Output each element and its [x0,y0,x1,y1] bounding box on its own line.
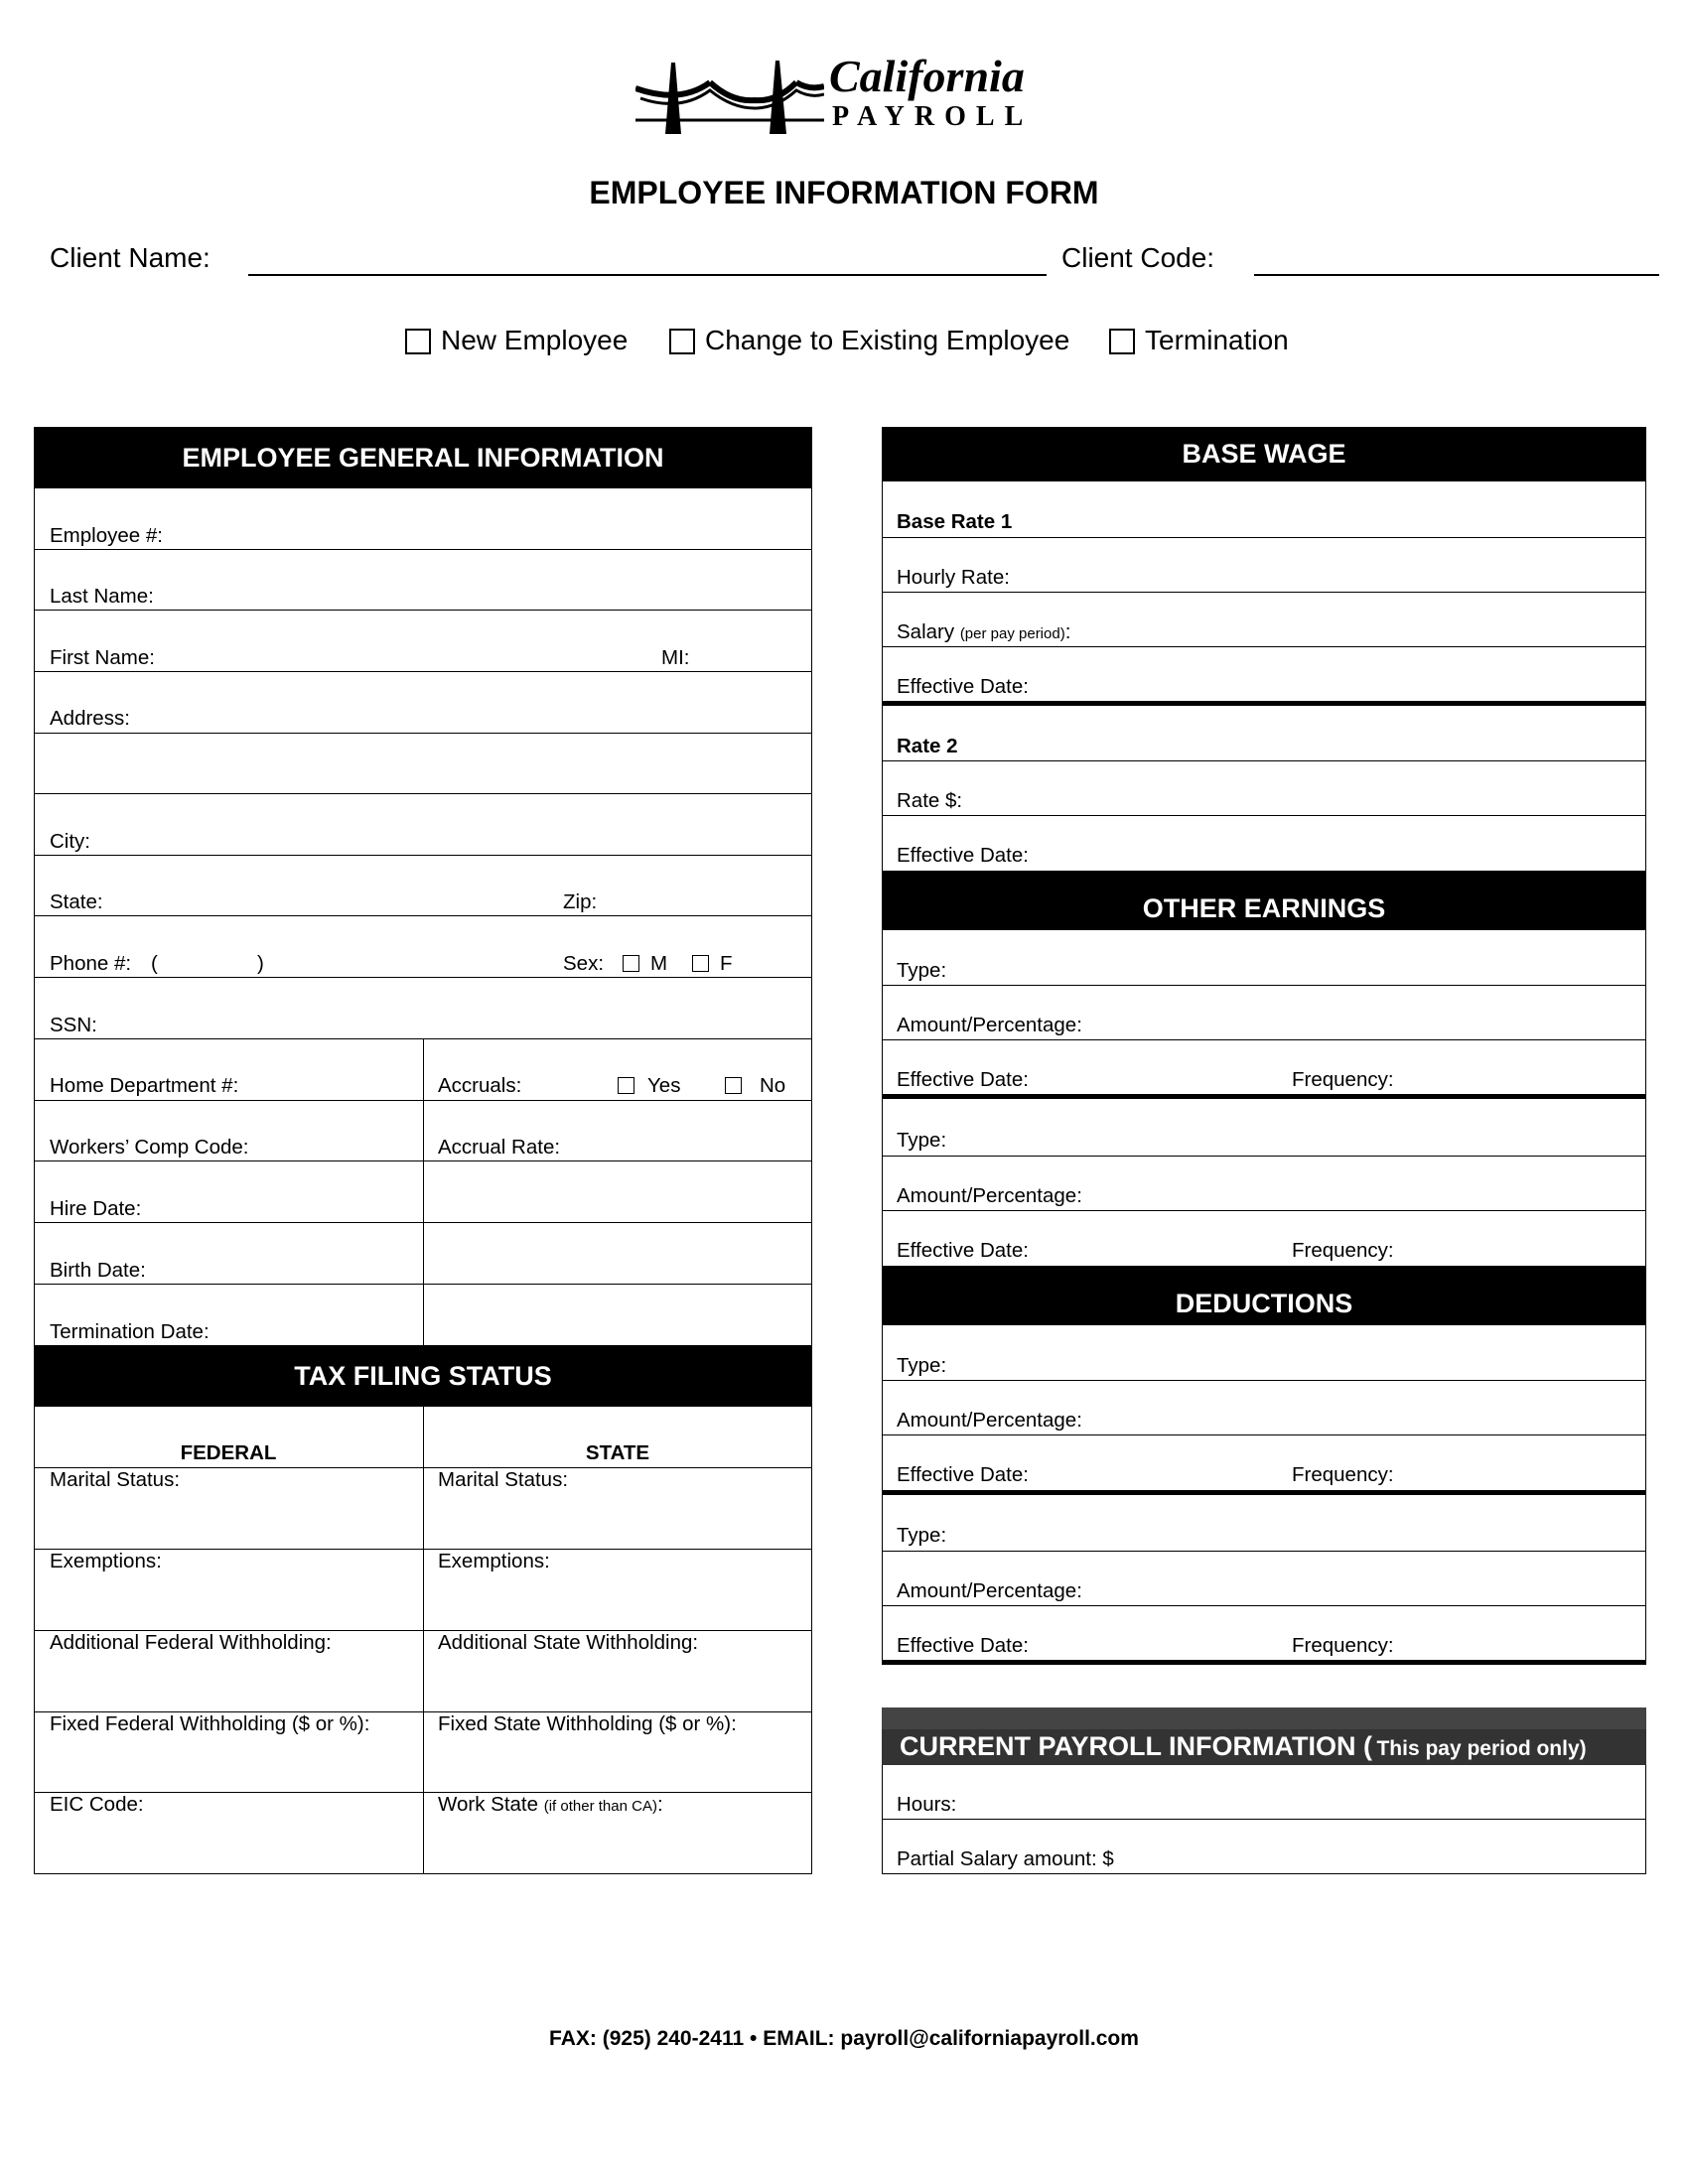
footer-email[interactable]: EMAIL: payroll@californiapayroll.com [763,2027,1139,2050]
rate-dollar-label: Rate $: [897,789,963,812]
oe-amount-2-label: Amount/Percentage: [897,1184,1082,1207]
rate-2-label: Rate 2 [897,735,958,757]
row-ded-type-2[interactable] [882,1495,1646,1552]
state-additional-label: Additional State Withholding: [438,1631,699,1654]
hours-label: Hours: [897,1793,957,1816]
employee-general-header: EMPLOYEE GENERAL INFORMATION [34,427,812,488]
current-payroll-header [882,1707,1646,1765]
oe-effective-1-label: Effective Date: [897,1068,1029,1091]
row-oe-type-2[interactable] [882,1099,1646,1157]
oe-type-1-label: Type: [897,959,947,982]
birth-date-label: Birth Date: [50,1259,146,1282]
row-state-zip[interactable] [34,856,812,916]
oe-amount-1-label: Amount/Percentage: [897,1014,1082,1036]
footer [0,2027,1688,2051]
row-hire-date[interactable] [34,1161,812,1223]
ded-effective-1-label: Effective Date: [897,1463,1029,1486]
zip-label: Zip: [563,890,598,913]
state-label: State: [50,890,103,913]
salary-text: Salary [897,620,955,643]
logo [635,52,1062,141]
ded-frequency-1-label: Frequency: [1292,1463,1394,1486]
salary-label [897,620,1070,644]
hire-date-label: Hire Date: [50,1197,142,1220]
state-heading: STATE [585,1441,650,1464]
termination-date-label: Termination Date: [50,1320,210,1343]
sex-m-label: M [650,952,668,975]
row-city[interactable] [34,794,812,856]
salary-colon: : [1064,620,1071,643]
footer-fax: FAX: (925) 240-2411 [549,2027,745,2050]
accruals-no-checkbox[interactable] [725,1077,742,1094]
ded-type-1-label: Type: [897,1354,947,1377]
accruals-no-label: No [760,1074,786,1097]
work-state-note: (if other than CA) [543,1798,657,1815]
row-address-2[interactable] [34,734,812,794]
termination-checkbox[interactable] [1109,329,1135,354]
row-rate-dollar[interactable] [882,761,1646,816]
effective-date-1-label: Effective Date: [897,675,1029,698]
client-code-label: Client Code: [1061,242,1215,273]
new-employee-label: New Employee [441,325,629,355]
client-name-field[interactable] [248,274,1047,276]
sex-label: Sex: [563,952,605,975]
row-oe-type-1[interactable] [882,930,1646,986]
sex-f-label: F [720,952,733,975]
current-payroll-title: CURRENT PAYROLL INFORMATION ( [900,1731,1372,1761]
city-label: City: [50,830,90,853]
rate-2-row [882,706,1646,761]
fed-fixed-label: Fixed Federal Withholding ($ or %): [50,1712,370,1735]
ded-amount-1-label: Amount/Percentage: [897,1409,1082,1432]
work-state-label [438,1793,663,1817]
logo-caps-text: PAYROLL [832,101,1034,132]
logo-script-text: California [829,51,1025,101]
fed-marital-label: Marital Status: [50,1468,181,1491]
client-code-field[interactable] [1254,274,1659,276]
oe-effective-2-label: Effective Date: [897,1239,1029,1262]
state-exemptions-label: Exemptions: [438,1550,550,1572]
base-wage-header: BASE WAGE [882,427,1646,481]
row-ded-type-1[interactable] [882,1325,1646,1381]
client-name-label: Client Name: [50,242,211,273]
oe-frequency-2-label: Frequency: [1292,1239,1394,1262]
fed-exemptions-label: Exemptions: [50,1550,162,1572]
tax-filing-header: TAX FILING STATUS [34,1345,812,1407]
phone-label: Phone #: [50,952,132,975]
partial-salary-label: Partial Salary amount: $ [897,1847,1114,1870]
sex-f-checkbox[interactable] [692,955,709,972]
termination-label: Termination [1145,325,1289,355]
change-existing-checkbox[interactable] [669,329,695,354]
row-address[interactable] [34,672,812,734]
golden-gate-bridge-icon [635,57,824,136]
employee-no-label: Employee #: [50,524,163,547]
row-ssn[interactable] [34,978,812,1039]
row-eic-work-state[interactable] [34,1793,812,1874]
oe-type-2-label: Type: [897,1129,947,1152]
base-rate-1-label: Base Rate 1 [897,510,1013,533]
ded-type-2-label: Type: [897,1524,947,1547]
mi-label: MI: [661,646,690,669]
effective-date-2-label: Effective Date: [897,844,1029,867]
first-name-label: First Name: [50,646,155,669]
state-marital-label: Marital Status: [438,1468,569,1491]
work-state-text: Work State [438,1793,539,1816]
phone-paren-open: ( [151,952,158,975]
sex-m-checkbox[interactable] [623,955,639,972]
hourly-rate-label: Hourly Rate: [897,566,1010,589]
phone-paren-close: ) [257,952,264,975]
federal-heading: FEDERAL [180,1441,277,1464]
row-birth-date[interactable] [34,1223,812,1285]
ded-frequency-2-label: Frequency: [1292,1634,1394,1657]
row-hours[interactable] [882,1765,1646,1820]
eic-code-label: EIC Code: [50,1793,144,1816]
workers-comp-label: Workers’ Comp Code: [50,1136,249,1159]
last-name-label: Last Name: [50,585,154,608]
home-dept-label: Home Department #: [50,1074,239,1097]
other-earnings-header: OTHER EARNINGS [882,871,1646,930]
page-title: EMPLOYEE INFORMATION FORM [589,175,1099,210]
work-state-colon: : [656,1793,663,1816]
ded-effective-2-label: Effective Date: [897,1634,1029,1657]
salary-note: (per pay period) [959,625,1065,642]
change-existing-label: Change to Existing Employee [705,325,1070,355]
accrual-rate-label: Accrual Rate: [438,1136,561,1159]
fed-additional-label: Additional Federal Withholding: [50,1631,332,1654]
current-payroll-note: This pay period only) [1376,1737,1587,1760]
state-fixed-label: Fixed State Withholding ($ or %): [438,1712,737,1735]
ssn-label: SSN: [50,1014,97,1036]
accruals-yes-label: Yes [647,1074,681,1097]
oe-frequency-1-label: Frequency: [1292,1068,1394,1091]
accruals-yes-checkbox[interactable] [618,1077,634,1094]
address-label: Address: [50,707,130,730]
ded-amount-2-label: Amount/Percentage: [897,1579,1082,1602]
deductions-header: DEDUCTIONS [882,1266,1646,1325]
accruals-label: Accruals: [438,1074,522,1097]
footer-bullet: • [750,2027,758,2050]
new-employee-checkbox[interactable] [405,329,431,354]
